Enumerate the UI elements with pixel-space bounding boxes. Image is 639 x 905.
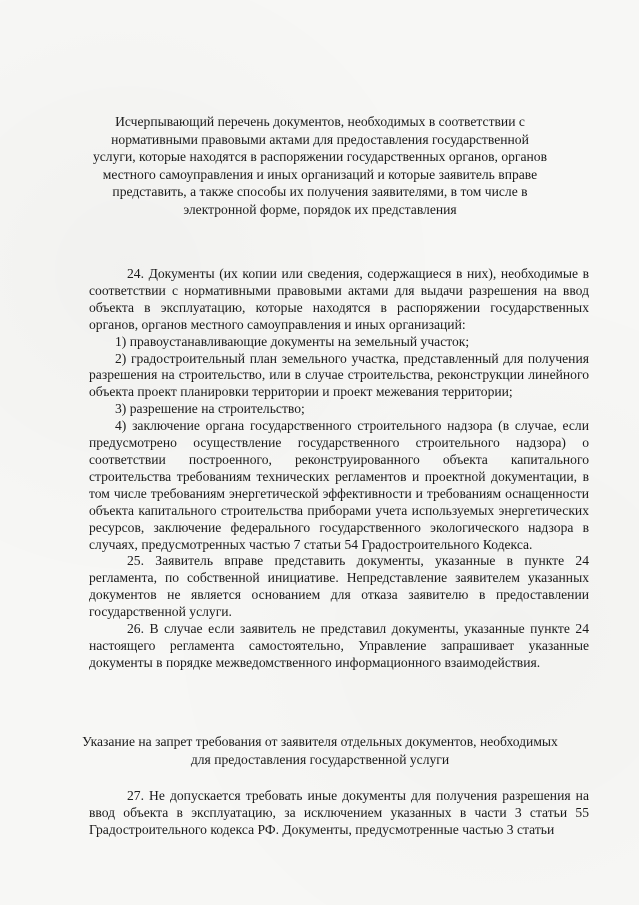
section-heading-documents-list: Исчерпывающий перечень документов, необходимых в соответствии с нормативными правовыми актами для предоставления государственной услуги, которые находятся в распоряжении государственных органов, органов местного самоуправления и иных организаций и которые заявитель вправе представить, а также способы их получения заявителями, в том числе в электронной форме, порядок их представления bbox=[92, 114, 548, 217]
paragraph-24-item-2: 2) градостроительный план земельного участка, представленный для получения разрешения на строительство, или в случае строительства, реконструкции линейного объекта проект планировки территории и проект межевания территории; bbox=[89, 350, 589, 400]
paragraph-25: 25. Заявитель вправе представить документы, указанные в пункте 24 регламента, по собственной инициативе. Непредставление заявителем указанных документов не является основанием для отказа заявителю в предоставлении государственной услуги. bbox=[89, 553, 589, 620]
paragraph-26: 26. В случае если заявитель не представил документы, указанные пункте 24 настоящего регламента самостоятельно, Управление запрашивает указанные документы в порядке межведомственного информационного взаимодействия. bbox=[89, 621, 589, 670]
paragraph-24-item-3: 3) разрешение на строительство; bbox=[115, 401, 305, 417]
paragraph-24: 24. Документы (их копии или сведения, содержащиеся в них), необходимые в соответствии с нормативными правовыми актами для выдачи разрешения на ввод объекта в эксплуатацию, которые находятся в распоряжении государственных органов, органов местного самоуправления и иных организаций: bbox=[89, 266, 589, 332]
paragraph-27: 27. Не допускается требовать иные документы для получения разрешения на ввод объекта в эксплуатацию, за исключением указанных в части 3 статьи 55 Градостроительного кодекса РФ. Документы, предусмотренные частью 3 статьи bbox=[89, 788, 589, 837]
paragraph-24-item-1: 1) правоустанавливающие документы на земельный участок; bbox=[115, 333, 470, 349]
paragraph-24-item-4: 4) заключение органа государственного строительного надзора (в случае, если предусмотрено осуществление государственного строительного надзора) о соответствии построенного, реконструированного объекта капитального строительства требованиям технических регламентов и проектной документации, в том числе требованиям энергетической эффективности и требованиям оснащенности объекта капитального строительства приборами учета используемых энергетических ресурсов, заключение федерального государственного экологического надзора в случаях, предусмотренных частью 7 статьи 54 Градостроительного Кодекса. bbox=[89, 418, 589, 552]
document-body-continued bbox=[89, 788, 589, 839]
document-body-main bbox=[89, 266, 589, 672]
section-heading-prohibition: Указание на запрет требования от заявителя отдельных документов, необходимых для предоставления государственной услуги bbox=[82, 734, 558, 767]
